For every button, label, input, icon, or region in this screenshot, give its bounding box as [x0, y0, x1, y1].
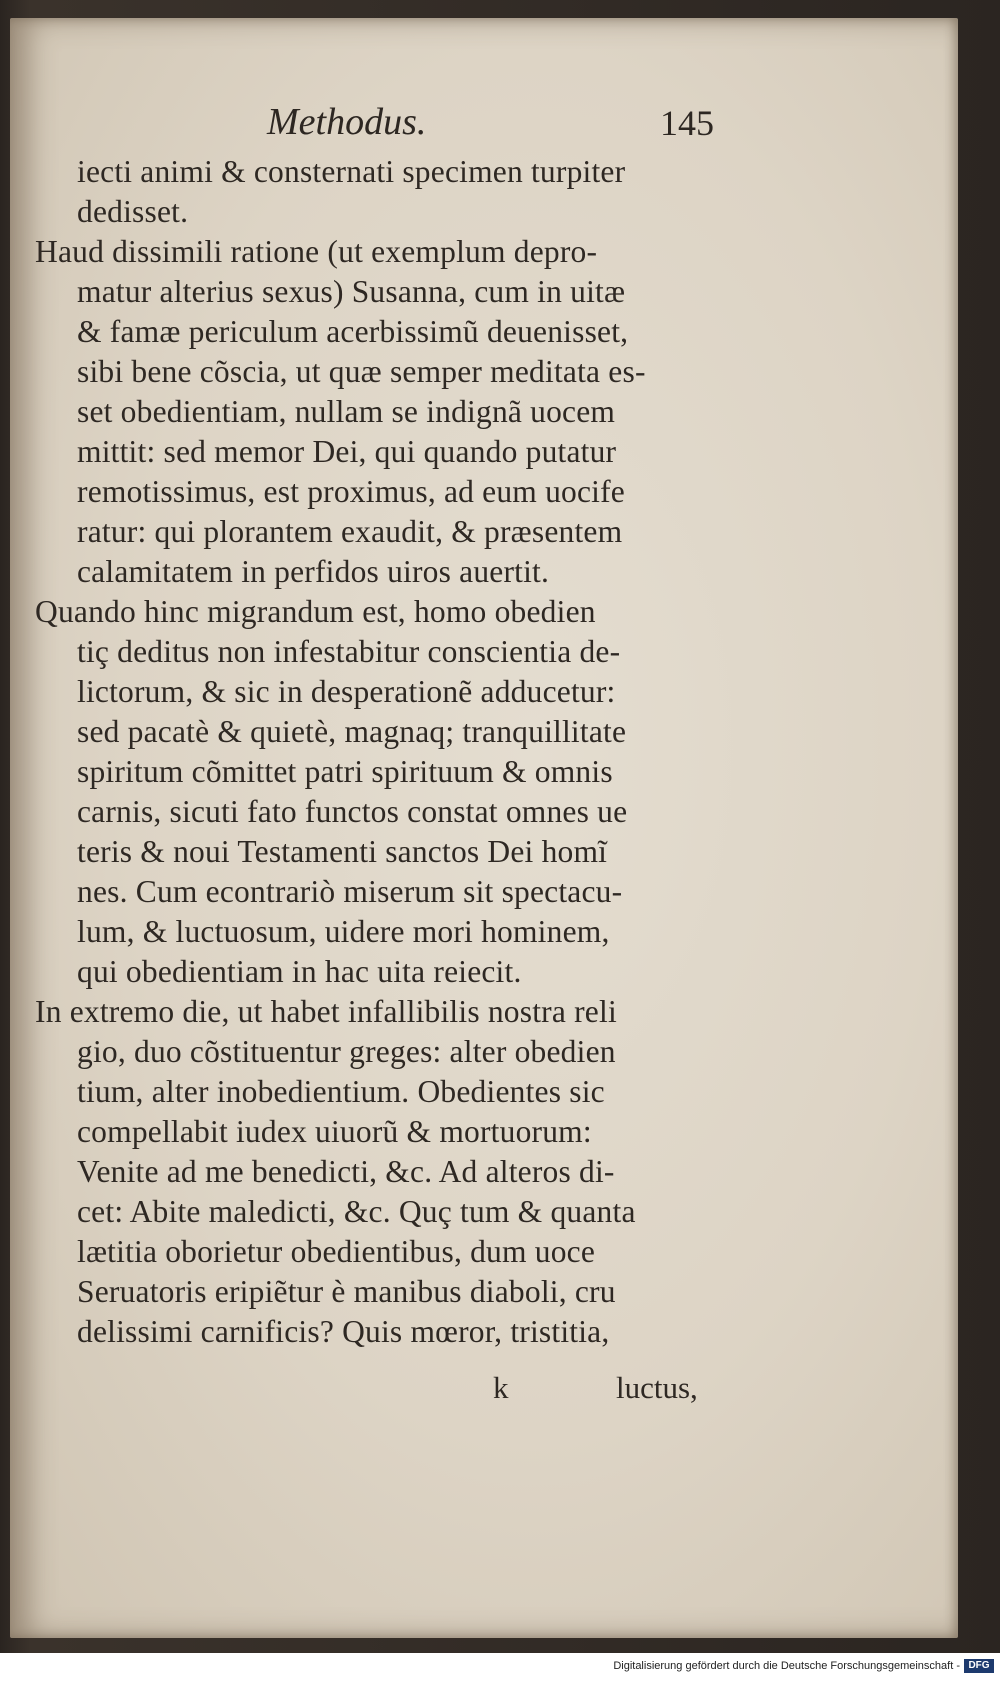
text-line: lictorum, & sic in desperationẽ adducetur: [77, 674, 616, 709]
text-line: calamitatem in perfidos uiros auertit. [77, 554, 550, 589]
page-footer [10, 1370, 958, 1410]
text-line: set obedientiam, nullam se indignã uocem [77, 394, 616, 429]
text-line: iecti animi & consternati specimen turpiter [77, 154, 626, 189]
text-line: delissimi carnificis? Quis mœror, tristitia, [77, 1314, 610, 1349]
paragraph-start-line: Quando hinc migrandum est, homo obedien [35, 594, 596, 629]
text-line: nes. Cum econtrariò miserum sit spectacu- [77, 874, 623, 909]
signature-mark: k [493, 1370, 509, 1405]
text-line: gio, duo cõstituentur greges: alter obedien [77, 1034, 616, 1069]
page-number: 145 [660, 103, 714, 143]
text-line: ratur: qui plorantem exaudit, & præsentem [77, 514, 623, 549]
text-line: lum, & luctuosum, uidere mori hominem, [77, 914, 610, 949]
paragraph-start-line: Haud dissimili ratione (ut exemplum depro- [35, 234, 598, 269]
text-line: cet: Abite maledicti, &c. Quç tum & quanta [77, 1194, 636, 1229]
text-line: compellabit iudex uiuorũ & mortuorum: [77, 1114, 592, 1149]
text-line: lætitia oborietur obedientibus, dum uoce [77, 1234, 596, 1269]
text-line: remotissimus, est proximus, ad eum uocife [77, 474, 625, 509]
credit-text: Digitalisierung gefördert durch die Deutsche Forschungsgemeinschaft - [613, 1660, 960, 1672]
text-line: spiritum cõmittet patri spirituum & omnis [77, 754, 613, 789]
text-line: qui obedientiam in hac uita reiecit. [77, 954, 522, 989]
paragraph-start-line: In extremo die, ut habet infallibilis nostra reli [35, 994, 617, 1029]
text-line: matur alterius sexus) Susanna, cum in uitæ [77, 274, 626, 309]
text-line: Venite ad me benedicti, &c. Ad alteros di- [77, 1154, 615, 1189]
text-line: Seruatoris eripiẽtur è manibus diaboli, cru [77, 1274, 616, 1309]
text-line: dedisset. [77, 194, 189, 229]
text-line: tium, alter inobedientium. Obedientes sic [77, 1074, 605, 1109]
book-page [10, 18, 958, 1638]
text-line: sibi bene cõscia, ut quæ semper meditata es- [77, 354, 646, 389]
dfg-logo: DFG [964, 1659, 994, 1673]
running-head [10, 100, 958, 150]
catchword: luctus, [616, 1370, 698, 1405]
running-head-title: Methodus. [267, 101, 427, 143]
text-line: sed pacatè & quietè, magnaq; tranquillitate [77, 714, 627, 749]
text-line: tiç deditus non infestabitur conscientia de- [77, 634, 621, 669]
text-line: mittit: sed memor Dei, qui quando putatur [77, 434, 617, 469]
digitization-credit-bar [0, 1653, 1000, 1681]
text-line: teris & noui Testamenti sanctos Dei homĩ [77, 834, 608, 869]
text-line: carnis, sicuti fato functos constat omnes ue [77, 794, 628, 829]
text-line: & famæ periculum acerbissimũ deuenisset, [77, 314, 629, 349]
